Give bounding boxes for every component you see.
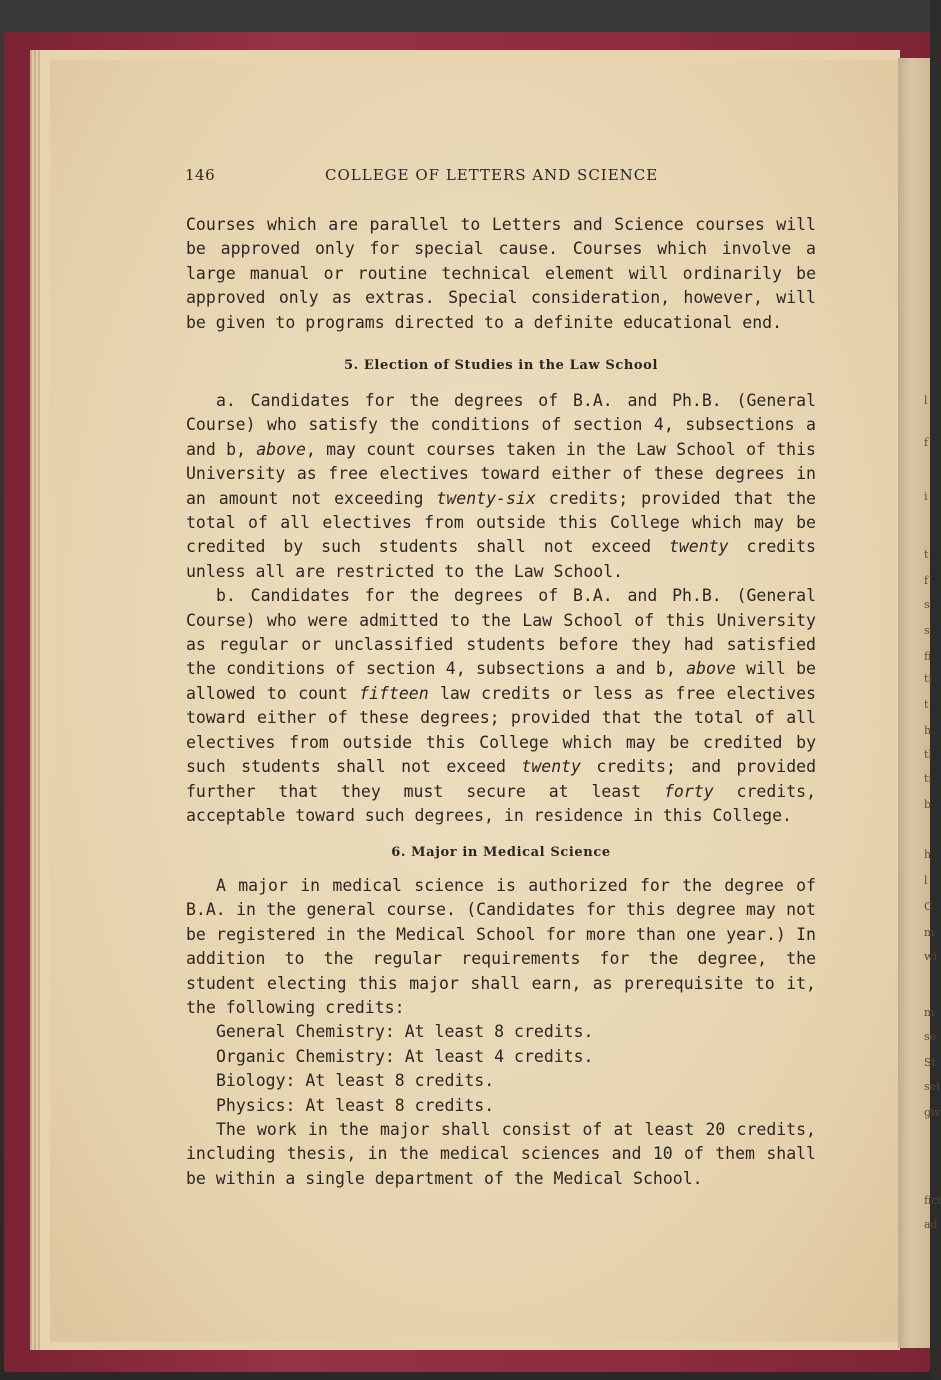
facing-fragment: f: [924, 574, 929, 587]
intro-paragraph-block: [186, 213, 816, 335]
italic-run: twenty-six: [436, 488, 536, 508]
section-5-heading: 5. Election of Studies in the Law School: [344, 358, 658, 373]
italic-run: above: [686, 659, 736, 679]
facing-fragment: s: [924, 624, 930, 637]
text-run: credits unless all are restricted to the Law School.: [186, 537, 816, 581]
medical-major-paragraph: A major in medical science is authorized for the degree of B.A. in the general course. (Candidates for this degree may not be registered in the Medical School for more than one year.) In addition to the regular requirements for the degree, the student electing this major shall earn, as prerequisite to it, the following credits:: [186, 876, 816, 1018]
paragraph-a: [186, 389, 816, 584]
facing-page-edge: [898, 58, 941, 1348]
text-run: will be allowed to count: [186, 659, 816, 703]
facing-fragment: i: [924, 490, 928, 503]
text-run: credits, acceptable toward such degrees, in residence in this College.: [186, 781, 816, 825]
facing-fragment: wi: [924, 950, 937, 963]
page-number: 146: [185, 166, 216, 184]
facing-fragment: fi: [924, 650, 932, 663]
text-run: law credits or less as free electives toward either of these degrees; provided that the total of all electives from outside this College which may be credited by such students shall not exceed: [186, 683, 816, 777]
facing-fragment: h: [924, 848, 932, 861]
facing-fragment: t: [924, 698, 929, 711]
facing-fragment: ad: [924, 1218, 938, 1231]
facing-fragment: ti: [924, 772, 932, 785]
facing-fragment: sei: [924, 1080, 940, 1093]
intro-paragraph: Courses which are parallel to Letters and Science courses will be approved only for special cause. Courses which involve a large manual or routine technical element will ordinarily be approved only as extras. Special consideration, however, will be given to programs directed to a definite educational end.: [186, 215, 816, 332]
facing-fragment: tl: [924, 748, 932, 761]
facing-fragment: b: [924, 798, 932, 811]
facing-fragment: fici: [924, 1194, 941, 1207]
facing-fragment: m: [924, 1006, 935, 1019]
italic-run: fifteen: [359, 683, 429, 703]
facing-fragment: s: [924, 598, 930, 611]
facing-fragment: t: [924, 548, 929, 561]
italic-run: forty: [663, 781, 714, 801]
facing-fragment: h: [924, 724, 932, 737]
text-run: a. Candidates for the degrees of B.A. and Ph.B. (General Course) who satisfy the conditions of section 4, subsections a and b,: [186, 391, 816, 459]
page-header: [185, 166, 815, 186]
facing-fragment: m: [924, 926, 935, 939]
text-run: credits; provided that the total of all electives from outside this College which may be credited by such students shall not exceed: [186, 488, 816, 557]
credit-requirement: Organic Chemistry: At least 4 credits.: [216, 1046, 594, 1066]
credit-requirement: General Chemistry: At least 8 credits.: [216, 1022, 594, 1042]
facing-fragment: C: [924, 900, 933, 913]
facing-fragment: giv: [924, 1106, 941, 1119]
facing-fragment: St: [924, 1056, 936, 1069]
running-head: COLLEGE OF LETTERS AND SCIENCE: [325, 166, 659, 184]
section-5-body: [186, 389, 816, 828]
text-run: b. Candidates for the degrees of B.A. and Ph.B. (General Course) who were admitted to the Law School of this University as regular or unclassified students before they had satisfied the conditions of section 4, subsections a and b,: [186, 586, 816, 679]
paragraph-b: [186, 584, 816, 828]
italic-run: twenty: [668, 537, 729, 557]
facing-fragment: l: [924, 394, 928, 407]
italic-run: twenty: [521, 757, 581, 777]
text-run: , may count courses taken in the Law School of this University as free electives toward either of these degrees in an amount not exceeding: [186, 439, 816, 508]
facing-fragment: ti: [924, 672, 932, 685]
facing-fragment: l: [924, 874, 928, 887]
credit-requirement: Physics: At least 8 credits.: [216, 1095, 495, 1115]
facing-fragment: se: [924, 1030, 937, 1043]
text-run: credits; and provided further that they must secure at least: [186, 757, 817, 801]
credit-requirement: Biology: At least 8 credits.: [216, 1071, 495, 1091]
facing-fragment: f: [924, 436, 929, 449]
section-6-body: [186, 874, 816, 1191]
closing-paragraph: The work in the major shall consist of at least 20 credits, including thesis, in the medical sciences and 10 of them shall be within a single department of the Medical School.: [186, 1120, 816, 1188]
italic-run: above: [256, 439, 306, 459]
section-6-heading: 6. Major in Medical Science: [391, 845, 611, 860]
